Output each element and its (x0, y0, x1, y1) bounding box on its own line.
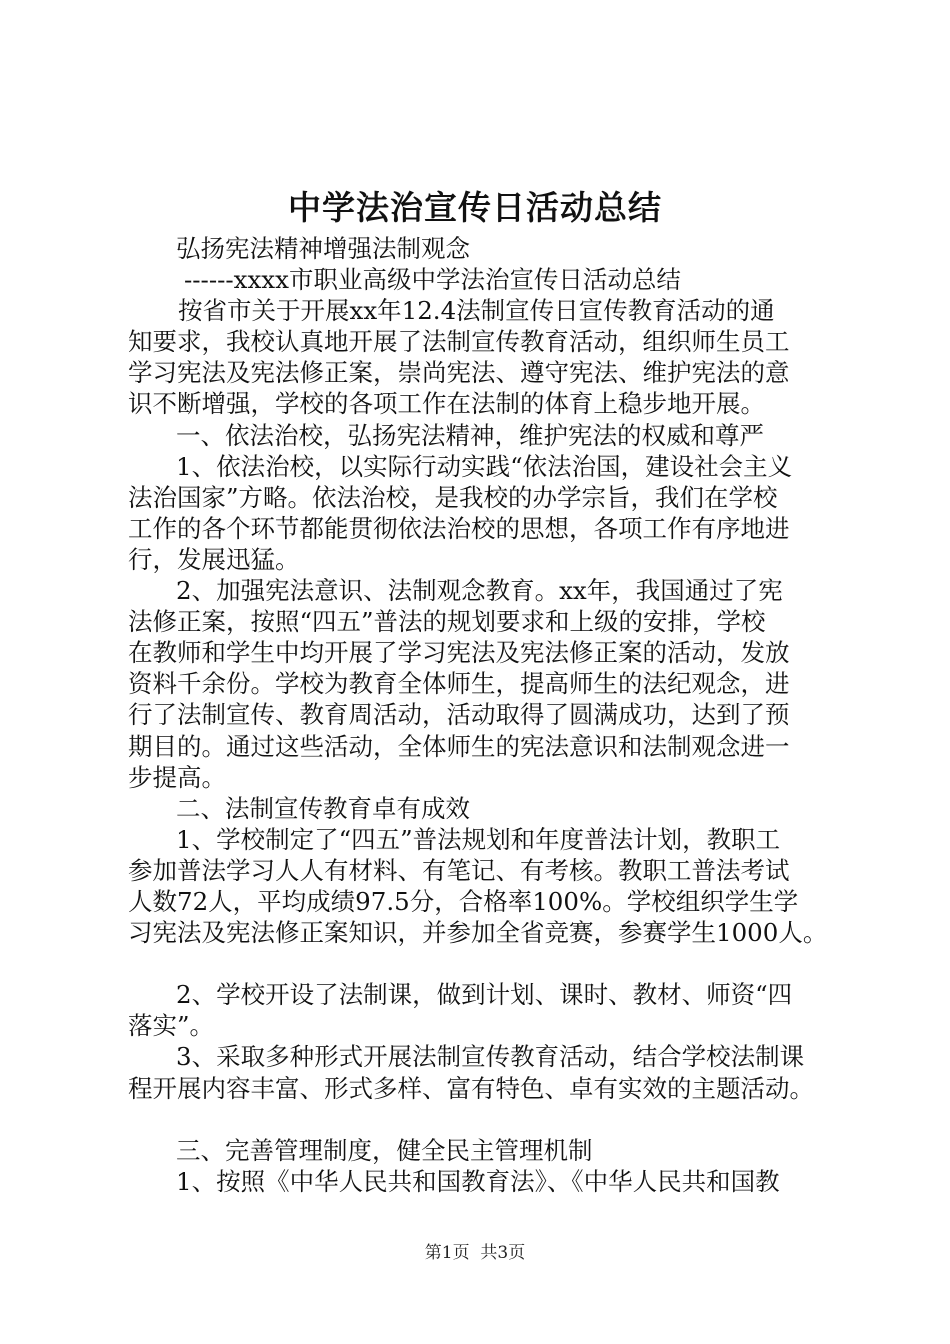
paragraph-line: 参加普法学习人人有材料、有笔记、有考核。教职工普法考试 (128, 855, 790, 885)
paragraph-line: 1、按照《中华人民共和国教育法》、《中华人民共和国教 (176, 1166, 780, 1196)
paragraph-line: 资料千余份。学校为教育全体师生，提高师生的法纪观念，进 (128, 669, 790, 699)
paragraph-line: 识不断增强，学校的各项工作在法制的体育上稳步地开展。 (128, 389, 765, 419)
paragraph-line: 步提高。 (128, 762, 226, 792)
paragraph-line: 行，发展迅猛。 (128, 544, 300, 574)
blank-line (128, 1104, 848, 1135)
page-number: 第1页 共3页 (424, 1243, 526, 1263)
subtitle: 弘扬宪法精神增强法制观念 (176, 234, 470, 263)
paragraph-line: 程开展内容丰富、形式多样、富有特色、卓有实效的主题活动。 (128, 1073, 814, 1103)
paragraph-line: 2、学校开设了法制课，做到计划、课时、教材、师资“四 (176, 980, 793, 1010)
blank-line (128, 948, 848, 979)
paragraph-line: 工作的各个环节都能贯彻依法治校的思想，各项工作有序地进 (128, 513, 790, 543)
document-body (128, 233, 848, 1197)
section-heading: 三、完善管理制度，健全民主管理机制 (176, 1135, 593, 1165)
paragraph-line: 按省市关于开展xx年12.4法制宣传日宣传教育活动的通 (178, 296, 775, 326)
paragraph-line: 人数72人，平均成绩97.5分，合格率100%。学校组织学生学 (128, 886, 799, 916)
section-heading: 一、依法治校，弘扬宪法精神，维护宪法的权威和尊严 (176, 420, 764, 450)
paragraph-line: 在教师和学生中均开展了学习宪法及宪法修正案的活动，发放 (128, 638, 790, 668)
paragraph-line: 1、依法治校，以实际行动实践“依法治国，建设社会主义 (176, 451, 793, 481)
paragraph-line: 学习宪法及宪法修正案，崇尚宪法、遵守宪法、维护宪法的意 (128, 358, 790, 388)
paragraph-line: 3、采取多种形式开展法制宣传教育活动，结合学校法制课 (176, 1042, 805, 1072)
paragraph-line: 2、加强宪法意识、法制观念教育。xx年，我国通过了宪 (176, 576, 783, 606)
paragraph-line: 落实”。 (128, 1011, 215, 1041)
paragraph-line: 行了法制宣传、教育周活动，活动取得了圆满成功，达到了预 (128, 700, 790, 730)
paragraph-line: 期目的。通过这些活动，全体师生的宪法意识和法制观念进一 (128, 731, 790, 761)
page-title: 中学法治宣传日活动总结 (288, 188, 662, 227)
section-heading: 二、法制宣传教育卓有成效 (176, 793, 470, 823)
byline: ------xxxx市职业高级中学法治宣传日活动总结 (184, 265, 681, 295)
paragraph-line: 习宪法及宪法修正案知识，并参加全省竞赛，参赛学生1000人。 (128, 918, 828, 948)
paragraph-line: 知要求，我校认真地开展了法制宣传教育活动，组织师生员工 (128, 327, 790, 357)
paragraph-line: 1、学校制定了“四五”普法规划和年度普法计划，教职工 (176, 824, 781, 854)
paragraph-line: 法修正案，按照“四五”普法的规划要求和上级的安排，学校 (128, 607, 766, 637)
paragraph-line: 法治国家”方略。依法治校，是我校的办学宗旨，我们在学校 (128, 482, 778, 512)
